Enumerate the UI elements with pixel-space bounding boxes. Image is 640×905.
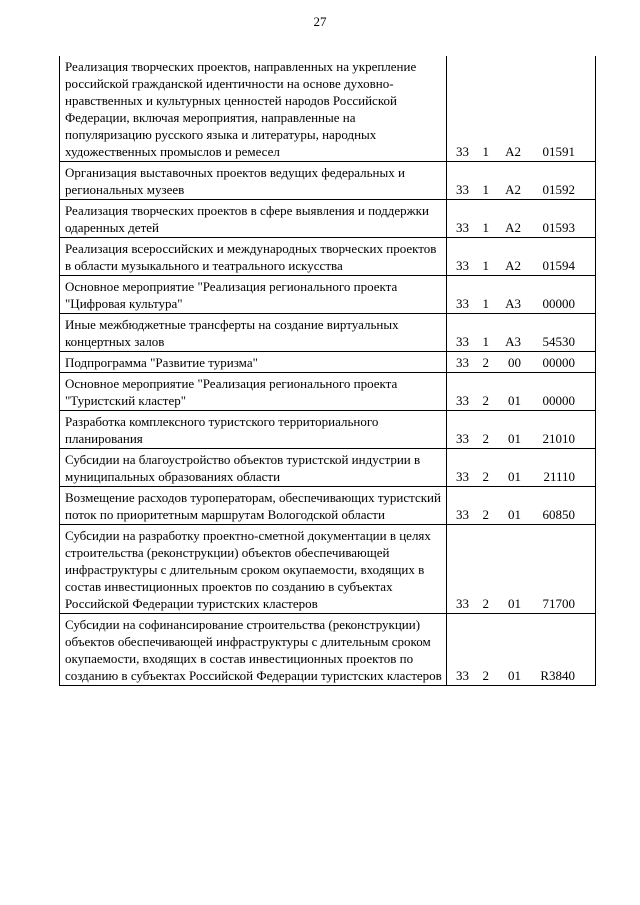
subprogram-code: 2 (482, 469, 489, 484)
event-code: 00 (508, 355, 521, 370)
row-name-cell: Возмещение расходов туроператорам, обеспечивающих туристский поток по приоритетным маршрутам Вологодской области (60, 487, 447, 525)
code-group (447, 506, 595, 523)
program-code: 33 (456, 596, 469, 611)
table-row (60, 449, 596, 487)
event-code: А2 (505, 182, 521, 197)
table-row (60, 314, 596, 352)
row-code-cell (447, 276, 596, 314)
code-group (447, 468, 595, 485)
expense-code: 01591 (542, 144, 575, 159)
event-code: А3 (505, 296, 521, 311)
row-name-cell: Подпрограмма "Развитие туризма" (60, 352, 447, 373)
event-code: 01 (508, 393, 521, 408)
row-name-cell: Субсидии на софинансирование строительства (реконструкции) объектов обеспечивающей инфраструктуры с длительным сроком окупаемости, входящих в состав инвестиционных проектов по созданию в субъектах Российской Федерации туристских кластеров (60, 614, 447, 686)
program-code: 33 (456, 220, 469, 235)
program-code: 33 (456, 182, 469, 197)
expense-code: 54530 (542, 334, 575, 349)
subprogram-code: 2 (482, 355, 489, 370)
row-name-cell: Реализация творческих проектов в сфере выявления и поддержки одаренных детей (60, 200, 447, 238)
row-code-cell (447, 525, 596, 614)
subprogram-code: 1 (482, 334, 489, 349)
row-name-cell: Основное мероприятие "Реализация регионального проекта "Туристский кластер" (60, 373, 447, 411)
row-name-cell: Реализация творческих проектов, направленных на укрепление российской гражданской идентичности на основе духовно-нравственных и культурных ценностей народов Российской Федерации, включая мероприятия, направленные на популяризацию русского языка и литературы, народных художественных промыслов и ремесел (60, 56, 447, 162)
program-code: 33 (456, 431, 469, 446)
event-code: 01 (508, 469, 521, 484)
row-code-cell (447, 373, 596, 411)
program-code: 33 (456, 507, 469, 522)
event-code: А3 (505, 334, 521, 349)
expense-code: 71700 (542, 596, 575, 611)
event-code: А2 (505, 220, 521, 235)
code-group (447, 595, 595, 612)
row-code-cell (447, 614, 596, 686)
table-row (60, 373, 596, 411)
row-name-cell: Реализация всероссийских и международных творческих проектов в области музыкального и театрального искусства (60, 238, 447, 276)
table-row (60, 614, 596, 686)
row-code-cell (447, 56, 596, 162)
row-code-cell (447, 411, 596, 449)
program-code: 33 (456, 296, 469, 311)
code-group (447, 333, 595, 350)
row-name-cell: Иные межбюджетные трансферты на создание виртуальных концертных залов (60, 314, 447, 352)
program-code: 33 (456, 144, 469, 159)
expense-code: 01592 (542, 182, 575, 197)
row-code-cell (447, 162, 596, 200)
event-code: А2 (505, 144, 521, 159)
row-name-cell: Разработка комплексного туристского территориального планирования (60, 411, 447, 449)
code-group (447, 667, 595, 684)
program-code: 33 (456, 393, 469, 408)
event-code: 01 (508, 431, 521, 446)
expense-code: 00000 (542, 393, 575, 408)
table-row (60, 352, 596, 373)
table-row (60, 487, 596, 525)
expense-code: 01593 (542, 220, 575, 235)
table-row (60, 276, 596, 314)
expense-code: 21110 (543, 469, 575, 484)
expense-code: 00000 (542, 296, 575, 311)
row-name-cell: Организация выставочных проектов ведущих федеральных и региональных музеев (60, 162, 447, 200)
subprogram-code: 2 (482, 393, 489, 408)
expense-code: 60850 (542, 507, 575, 522)
program-code: 33 (456, 334, 469, 349)
row-code-cell (447, 449, 596, 487)
subprogram-code: 1 (482, 296, 489, 311)
code-group (447, 354, 595, 371)
code-group (447, 181, 595, 198)
code-group (447, 219, 595, 236)
event-code: 01 (508, 668, 521, 683)
row-name-cell: Субсидии на разработку проектно-сметной документации в целях строительства (реконструкции) объектов обеспечивающей инфраструктуры с длительным сроком окупаемости, входящих в состав инвестиционных проектов по созданию в субъектах Российской Федерации туристских кластеров (60, 525, 447, 614)
subprogram-code: 1 (482, 144, 489, 159)
row-code-cell (447, 487, 596, 525)
event-code: 01 (508, 596, 521, 611)
event-code: А2 (505, 258, 521, 273)
row-name-cell: Основное мероприятие "Реализация регионального проекта "Цифровая культура" (60, 276, 447, 314)
row-code-cell (447, 238, 596, 276)
table-row (60, 238, 596, 276)
program-code: 33 (456, 668, 469, 683)
code-group (447, 392, 595, 409)
row-name-cell: Субсидии на благоустройство объектов туристской индустрии в муниципальных образованиях области (60, 449, 447, 487)
expense-code: R3840 (540, 668, 575, 683)
subprogram-code: 2 (482, 668, 489, 683)
program-code: 33 (456, 258, 469, 273)
program-code: 33 (456, 469, 469, 484)
row-code-cell (447, 200, 596, 238)
subprogram-code: 1 (482, 182, 489, 197)
expense-code: 21010 (542, 431, 575, 446)
budget-classification-table (59, 56, 596, 686)
table-row (60, 162, 596, 200)
table-body (60, 56, 596, 686)
table-row (60, 200, 596, 238)
page-number: 27 (313, 14, 327, 29)
row-code-cell (447, 314, 596, 352)
subprogram-code: 1 (482, 258, 489, 273)
code-group (447, 430, 595, 447)
table-row (60, 525, 596, 614)
row-code-cell (447, 352, 596, 373)
expense-code: 00000 (542, 355, 575, 370)
event-code: 01 (508, 507, 521, 522)
program-code: 33 (456, 355, 469, 370)
code-group (447, 257, 595, 274)
code-group (447, 295, 595, 312)
table-row (60, 56, 596, 162)
subprogram-code: 1 (482, 220, 489, 235)
subprogram-code: 2 (482, 596, 489, 611)
expense-code: 01594 (542, 258, 575, 273)
subprogram-code: 2 (482, 507, 489, 522)
table-row (60, 411, 596, 449)
subprogram-code: 2 (482, 431, 489, 446)
code-group (447, 143, 595, 160)
